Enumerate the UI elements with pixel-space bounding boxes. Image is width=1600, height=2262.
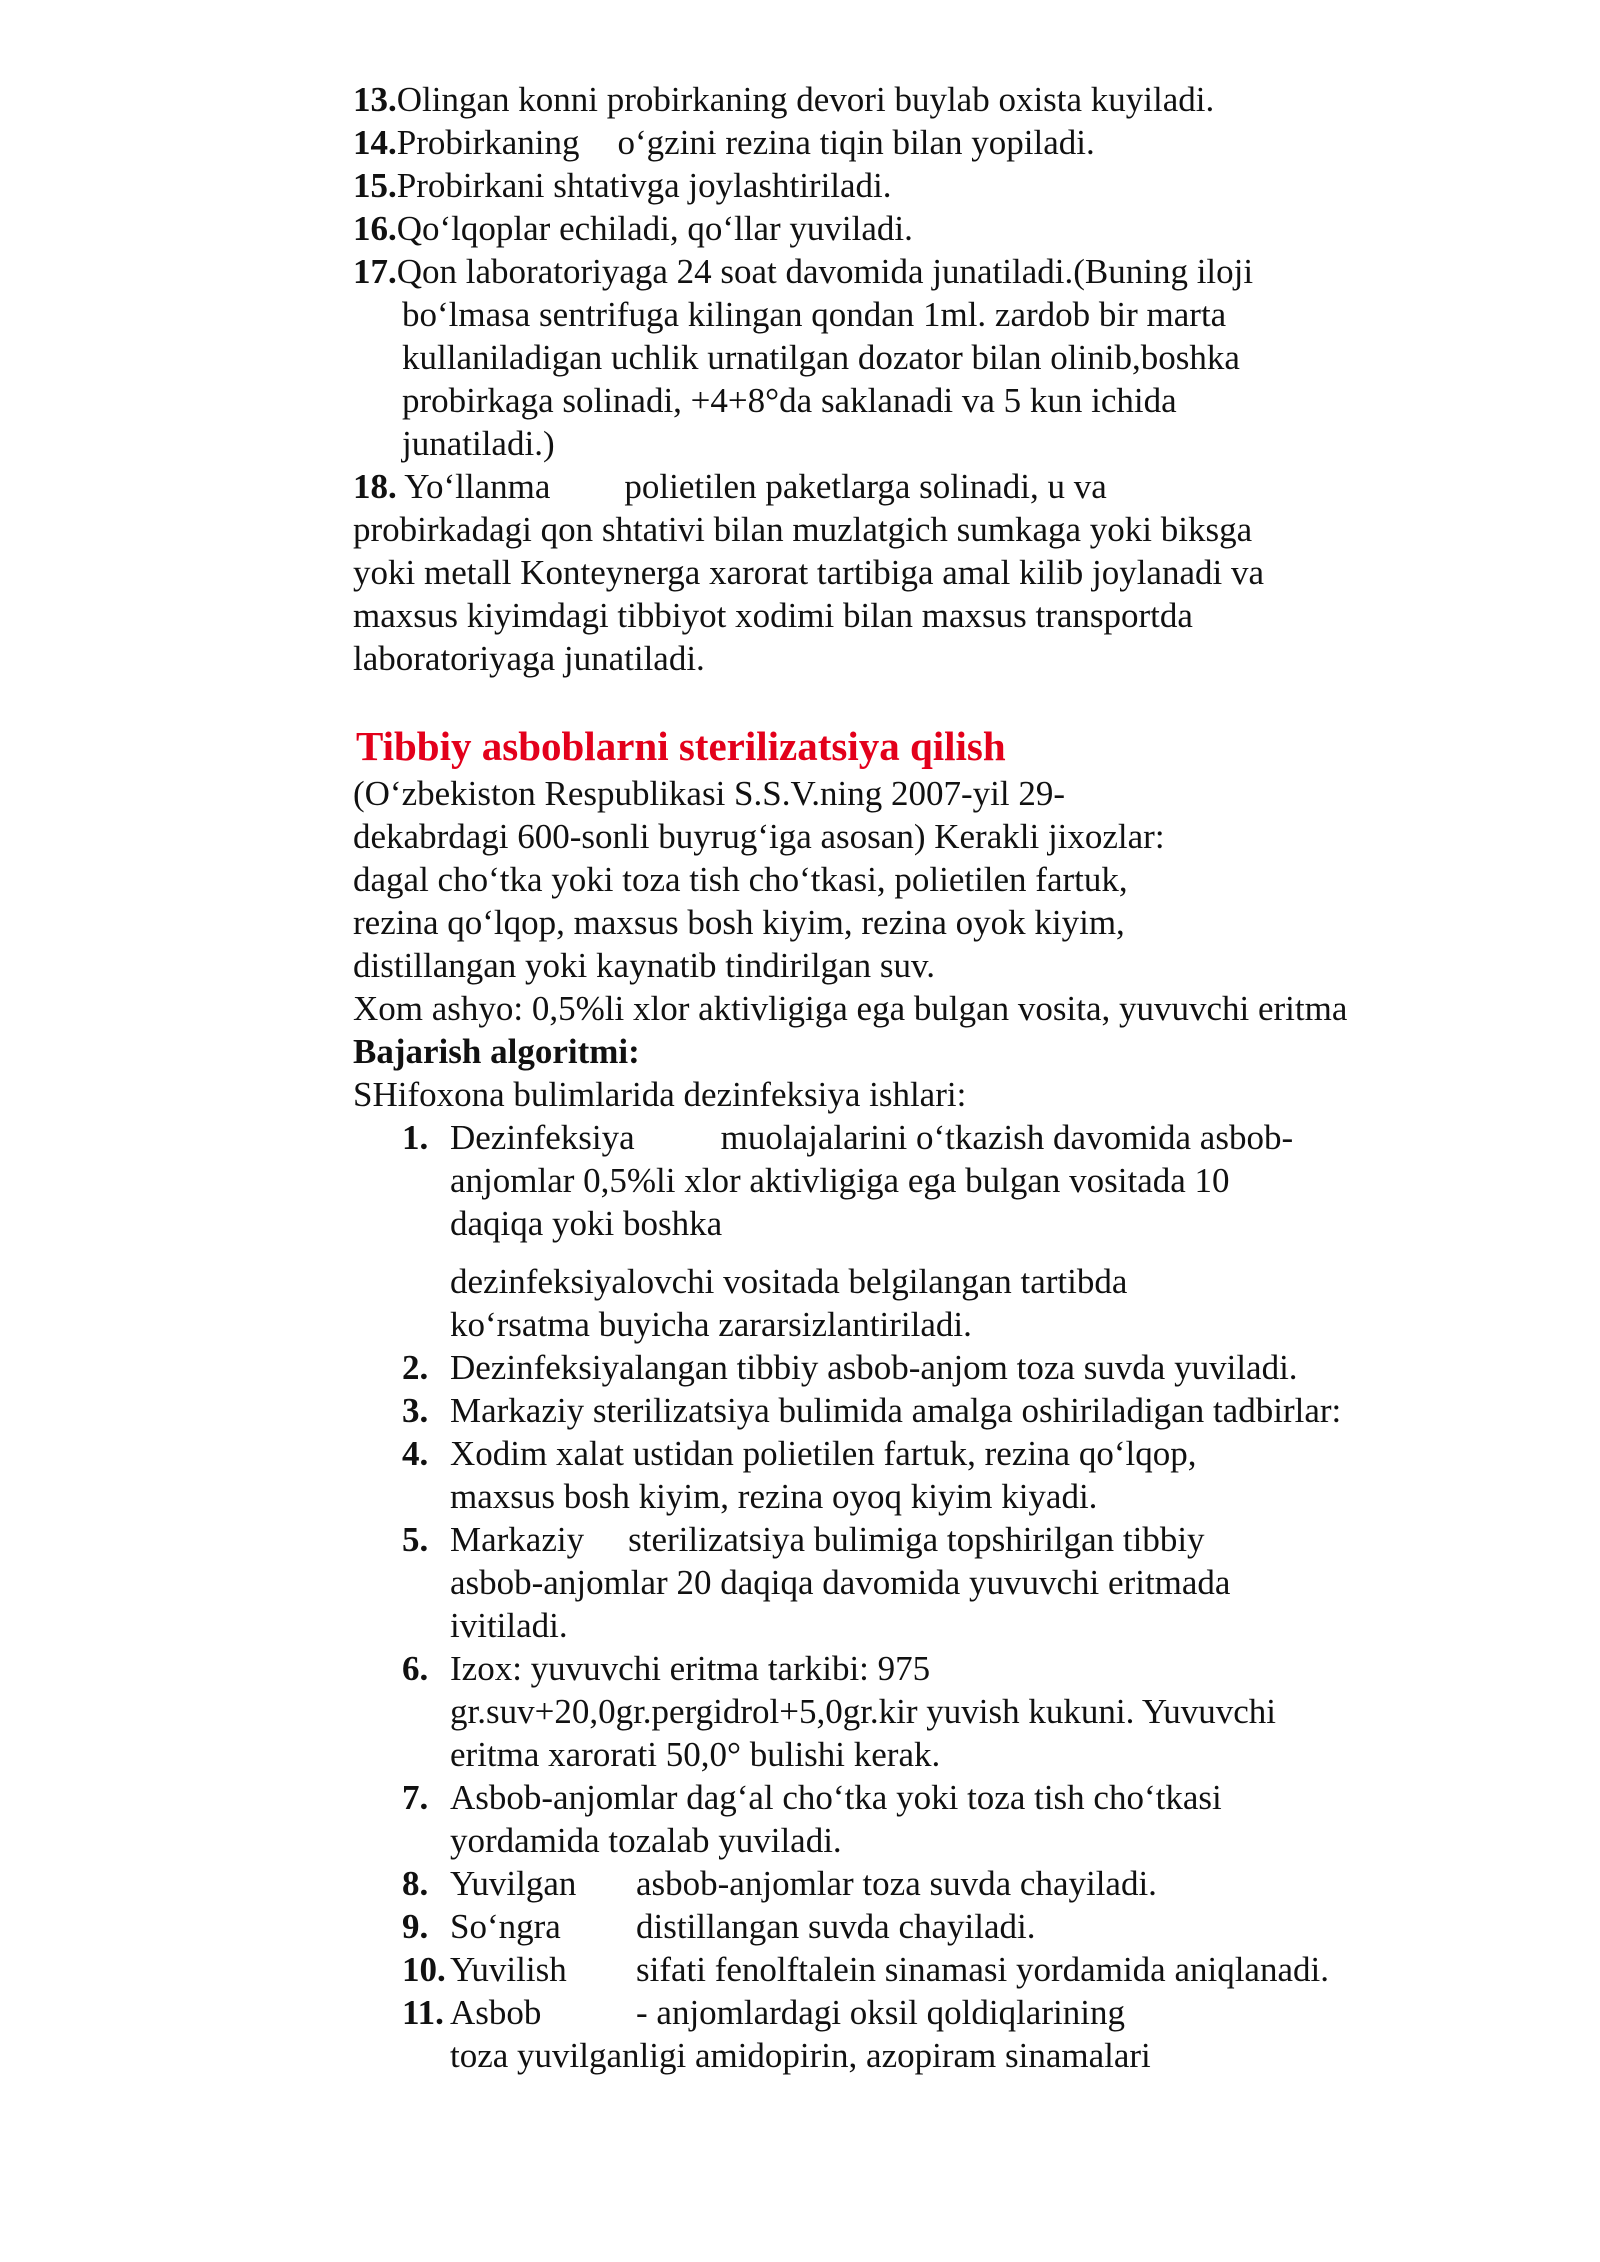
item-text: Asbob	[450, 1993, 542, 2032]
item-text: o‘gzini rezina tiqin bilan yopiladi.	[617, 123, 1095, 162]
item-text: Yuvilgan	[450, 1864, 577, 1903]
item-text: bo‘lmasa sentrifuga kilingan qondan 1ml. zardob bir marta	[402, 295, 1227, 334]
item-text: Probirkaning	[396, 123, 580, 162]
paragraph-line: Xom ashyo: 0,5%li xlor aktivligiga ega bulgan vosita, yuvuvchi eritma	[353, 989, 1348, 1028]
item-number: 14.	[353, 123, 397, 162]
item-number: 16.	[353, 209, 397, 248]
item-number: 1.	[402, 1118, 429, 1157]
item-number: 3.	[402, 1391, 429, 1430]
item-text: kullaniladigan uchlik urnatilgan dozator bilan olinib,boshka	[402, 338, 1240, 377]
item-text: sifati fenolftalein sinamasi yordamida aniqlanadi.	[636, 1950, 1329, 1989]
item-text: anjomlar 0,5%li xlor aktivligiga ega bulgan vositada 10	[450, 1161, 1230, 1200]
item-text: polietilen paketlarga solinadi, u va	[624, 467, 1107, 506]
item-text: So‘ngra	[450, 1907, 561, 1946]
section-heading: Tibbiy asboblarni sterilizatsiya qilish	[356, 723, 1006, 769]
item-number: 7.	[402, 1778, 429, 1817]
item-text: asbob-anjomlar toza suvda chayiladi.	[636, 1864, 1157, 1903]
paragraph-line: dekabrdagi 600-sonli buyrug‘iga asosan) Kerakli jixozlar:	[353, 817, 1165, 856]
item-text: Qon laboratoriyaga 24 soat davomida junatiladi.(Buning iloji	[396, 252, 1254, 291]
item-text: daqiqa yoki boshka	[450, 1204, 723, 1243]
item-number: 9.	[402, 1907, 429, 1946]
list-item	[353, 207, 913, 250]
item-text: Qo‘lqoplar echiladi, qo‘llar yuviladi.	[396, 209, 913, 248]
item-number: 18.	[353, 467, 397, 506]
item-number: 11.	[402, 1993, 444, 2032]
item-text: dezinfeksiyalovchi vositada belgilangan tartibda	[450, 1262, 1128, 1301]
item-text: - anjomlardagi oksil qoldiqlarining	[636, 1993, 1125, 2032]
item-text: distillangan suvda chayiladi.	[636, 1907, 1036, 1946]
item-text: muolajalarini o‘tkazish davomida asbob-	[720, 1118, 1294, 1157]
item-text: eritma xarorati 50,0° bulishi kerak.	[450, 1735, 941, 1774]
list-item	[353, 250, 1253, 293]
item-number: 15.	[353, 166, 397, 205]
paragraph-item-18	[353, 465, 1107, 508]
item-text: Asbob-anjomlar dag‘al cho‘tka yoki toza tish cho‘tkasi	[450, 1778, 1222, 1817]
item-text: yordamida tozalab yuviladi.	[450, 1821, 842, 1860]
item-text: sterilizatsiya bulimiga topshirilgan tibbiy	[628, 1520, 1205, 1559]
list-item	[353, 78, 1214, 121]
item-text: ko‘rsatma buyicha zararsizlantiriladi.	[450, 1305, 972, 1344]
paragraph-line: maxsus kiyimdagi tibbiyot xodimi bilan maxsus transportda	[353, 596, 1193, 635]
item-text: asbob-anjomlar 20 daqiqa davomida yuvuvchi eritmada	[450, 1563, 1231, 1602]
item-text: Yo‘llanma	[404, 467, 551, 506]
item-text: Olingan konni probirkaning devori buylab oxista kuyiladi.	[396, 80, 1215, 119]
item-text: probirkaga solinadi, +4+8°da saklanadi va 5 kun ichida	[402, 381, 1177, 420]
list-item	[353, 164, 892, 207]
paragraph-line: dagal cho‘tka yoki toza tish cho‘tkasi, polietilen fartuk,	[353, 860, 1128, 899]
paragraph-line: probirkadagi qon shtativi bilan muzlatgich sumkaga yoki biksga	[353, 510, 1253, 549]
item-text: Markaziy	[450, 1520, 585, 1559]
list-item	[353, 121, 1095, 164]
item-text: ivitiladi.	[450, 1606, 568, 1645]
paragraph-line: distillangan yoki kaynatib tindirilgan suv.	[353, 946, 935, 985]
list-item	[450, 1116, 1293, 1159]
paragraph-line: laboratoriyaga junatiladi.	[353, 639, 705, 678]
item-number: 17.	[353, 252, 397, 291]
item-text: toza yuvilganligi amidopirin, azopiram sinamalari	[450, 2036, 1151, 2075]
item-number: 2.	[402, 1348, 429, 1387]
item-text: junatiladi.)	[402, 424, 555, 463]
list-item	[450, 1518, 1205, 1561]
paragraph-line: (O‘zbekiston Respublikasi S.S.V.ning 2007-yil 29-	[353, 774, 1065, 813]
item-text: Izox: yuvuvchi eritma tarkibi: 975	[450, 1649, 931, 1688]
item-number: 10.	[402, 1950, 446, 1989]
paragraph-line: rezina qo‘lqop, maxsus bosh kiyim, rezina oyok kiyim,	[353, 903, 1125, 942]
item-text: maxsus bosh kiyim, rezina oyoq kiyim kiyadi.	[450, 1477, 1098, 1516]
item-number: 13.	[353, 80, 397, 119]
algorithm-subtitle: SHifoxona bulimlarida dezinfeksiya ishlari:	[353, 1075, 967, 1114]
item-number: 6.	[402, 1649, 429, 1688]
item-number: 4.	[402, 1434, 429, 1473]
item-number: 5.	[402, 1520, 429, 1559]
item-text: Markaziy sterilizatsiya bulimida amalga oshiriladigan tadbirlar:	[450, 1391, 1342, 1430]
item-text: gr.suv+20,0gr.pergidrol+5,0gr.kir yuvish kukuni. Yuvuvchi	[450, 1692, 1276, 1731]
item-number: 8.	[402, 1864, 429, 1903]
item-text: Yuvilish	[450, 1950, 567, 1989]
item-text: Dezinfeksiya	[450, 1118, 635, 1157]
item-text: Probirkani shtativga joylashtiriladi.	[396, 166, 892, 205]
item-text: Dezinfeksiyalangan tibbiy asbob-anjom toza suvda yuviladi.	[450, 1348, 1298, 1387]
paragraph-line: yoki metall Konteynerga xarorat tartibiga amal kilib joylanadi va	[353, 553, 1265, 592]
item-text: Xodim xalat ustidan polietilen fartuk, rezina qo‘lqop,	[450, 1434, 1197, 1473]
algorithm-title: Bajarish algoritmi:	[353, 1032, 640, 1071]
